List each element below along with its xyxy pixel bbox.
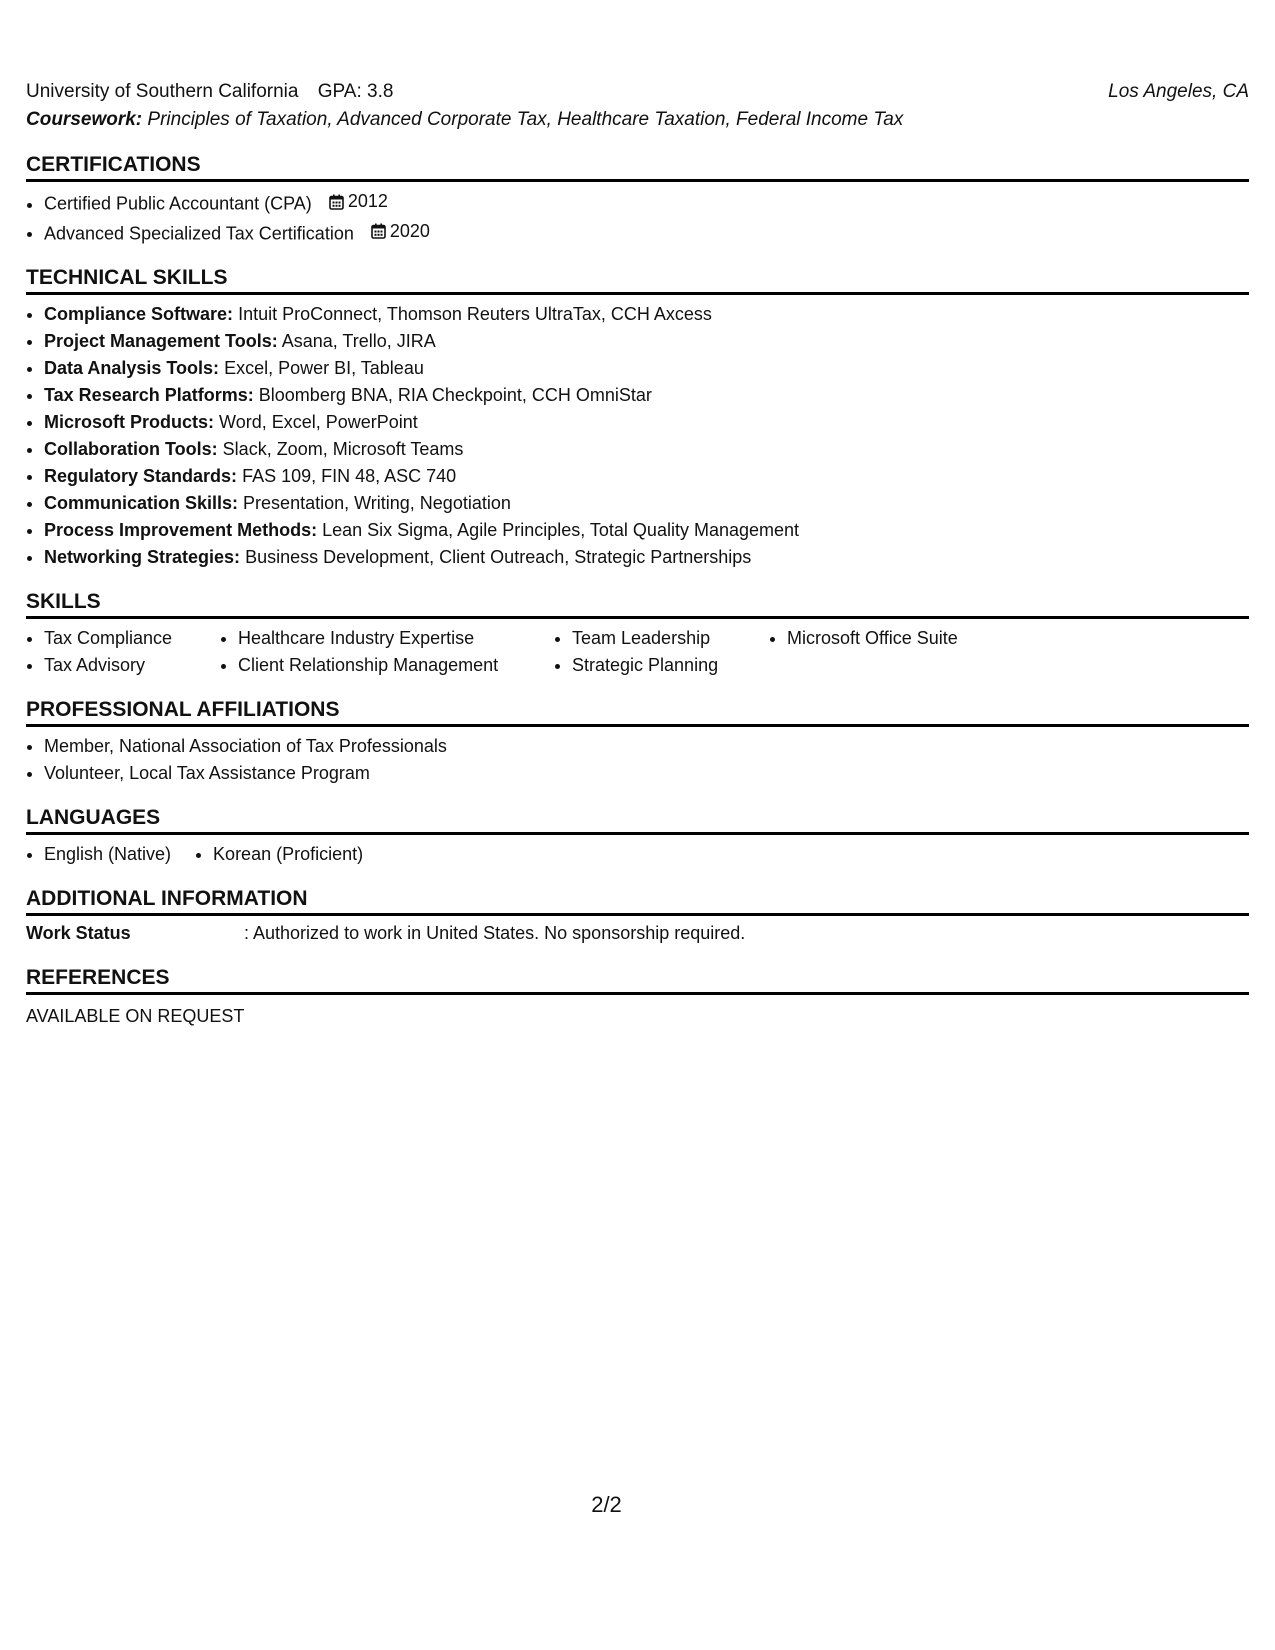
skill-item: • Tax Advisory	[44, 652, 220, 679]
certification-date	[371, 218, 430, 245]
technical-skill-item	[44, 382, 1249, 409]
skill-category: Tax Research Platforms:	[44, 385, 254, 405]
skill-category: Microsoft Products:	[44, 412, 215, 432]
technical-skill-item	[44, 544, 1249, 571]
references-text: AVAILABLE ON REQUEST	[26, 1006, 245, 1026]
certifications-section	[26, 152, 1249, 247]
section-title-additional-info: ADDITIONAL INFORMATION	[26, 886, 1249, 916]
work-status-label: Work Status	[26, 923, 131, 943]
affiliations-list	[26, 733, 1249, 787]
skills-column	[769, 625, 958, 679]
skill-category: Process Improvement Methods:	[44, 520, 318, 540]
language-item: • English (Native)	[44, 841, 171, 868]
skill-values: Word, Excel, PowerPoint	[219, 412, 418, 432]
language-group	[44, 841, 171, 868]
skill-category: Networking Strategies:	[44, 547, 241, 567]
school-name: University of Southern California	[26, 81, 299, 102]
skills-grid	[26, 625, 1249, 679]
skill-values: Lean Six Sigma, Agile Principles, Total Quality Management	[322, 520, 800, 540]
certification-date	[329, 188, 388, 215]
language-item: • Korean (Proficient)	[213, 841, 363, 868]
section-title-languages: LANGUAGES	[26, 805, 1249, 835]
skill-item: • Healthcare Industry Expertise	[238, 625, 554, 652]
calendar-icon	[371, 223, 386, 239]
skill-category: Data Analysis Tools:	[44, 358, 220, 378]
education-location: Los Angeles, CA	[1108, 81, 1249, 102]
certification-item	[44, 218, 1249, 248]
technical-skill-item	[44, 436, 1249, 463]
coursework-text: Principles of Taxation, Advanced Corporate Tax, Healthcare Taxation, Federal Income Tax	[147, 109, 904, 130]
skill-item: • Tax Compliance	[44, 625, 220, 652]
skill-values: Asana, Trello, JIRA	[281, 331, 436, 351]
certifications-list	[26, 188, 1249, 247]
languages-list	[26, 841, 1249, 868]
technical-skill-item	[44, 409, 1249, 436]
resume-page	[26, 78, 1249, 1030]
affiliation-item: • Member, National Association of Tax Professionals	[44, 733, 1249, 760]
technical-skills-list	[26, 301, 1249, 571]
section-title-certifications: CERTIFICATIONS	[26, 152, 1249, 182]
skill-category: Compliance Software:	[44, 304, 234, 324]
references-section	[26, 965, 1249, 1030]
skill-item: • Microsoft Office Suite	[787, 625, 958, 652]
additional-info-section	[26, 886, 1249, 947]
affiliation-item: • Volunteer, Local Tax Assistance Program	[44, 760, 1249, 787]
skill-values: Intuit ProConnect, Thomson Reuters UltraTax, CCH Axcess	[238, 304, 712, 324]
work-status-value: : Authorized to work in United States. No sponsorship required.	[244, 923, 746, 943]
certification-item	[44, 188, 1249, 218]
coursework-line	[26, 106, 1249, 134]
education-row	[26, 78, 1249, 106]
skills-section	[26, 589, 1249, 679]
page-number: 2/2	[591, 1492, 622, 1517]
skills-column	[554, 625, 769, 679]
education-school-gpa	[26, 78, 393, 106]
certification-year: 2020	[389, 220, 430, 241]
skill-values: Slack, Zoom, Microsoft Teams	[222, 439, 464, 459]
calendar-icon	[329, 194, 344, 210]
skill-category: Project Management Tools:	[44, 331, 278, 351]
section-title-affiliations: PROFESSIONAL AFFILIATIONS	[26, 697, 1249, 727]
section-title-references: REFERENCES	[26, 965, 1249, 995]
coursework-label: Coursework:	[26, 109, 143, 130]
skill-values: Presentation, Writing, Negotiation	[243, 493, 511, 513]
skill-item: • Team Leadership	[572, 625, 769, 652]
technical-skill-item	[44, 355, 1249, 382]
skill-category: Regulatory Standards:	[44, 466, 238, 486]
certification-name: Certified Public Accountant (CPA)	[44, 193, 312, 214]
technical-skill-item	[44, 463, 1249, 490]
gpa: GPA: 3.8	[317, 81, 394, 102]
certification-name: Advanced Specialized Tax Certification	[44, 223, 354, 243]
affiliations-section	[26, 697, 1249, 787]
languages-section	[26, 805, 1249, 868]
certification-year: 2012	[347, 191, 388, 211]
technical-skill-item	[44, 328, 1249, 355]
skill-values: Excel, Power BI, Tableau	[224, 358, 424, 378]
skills-column	[44, 625, 220, 679]
skill-values: Business Development, Client Outreach, Strategic Partnerships	[245, 547, 752, 567]
skill-category: Communication Skills:	[44, 493, 239, 513]
skill-category: Collaboration Tools:	[44, 439, 218, 459]
language-group	[213, 841, 363, 868]
skills-column	[220, 625, 554, 679]
technical-skill-item	[44, 490, 1249, 517]
skill-values: Bloomberg BNA, RIA Checkpoint, CCH OmniStar	[258, 385, 652, 405]
skill-item: • Strategic Planning	[572, 652, 769, 679]
section-title-skills: SKILLS	[26, 589, 1249, 619]
skill-values: FAS 109, FIN 48, ASC 740	[242, 466, 457, 486]
work-status-row	[26, 920, 1249, 947]
skill-item: • Client Relationship Management	[238, 652, 554, 679]
technical-skill-item	[44, 517, 1249, 544]
technical-skill-item	[44, 301, 1249, 328]
section-title-technical-skills: TECHNICAL SKILLS	[26, 265, 1249, 295]
technical-skills-section	[26, 265, 1249, 571]
